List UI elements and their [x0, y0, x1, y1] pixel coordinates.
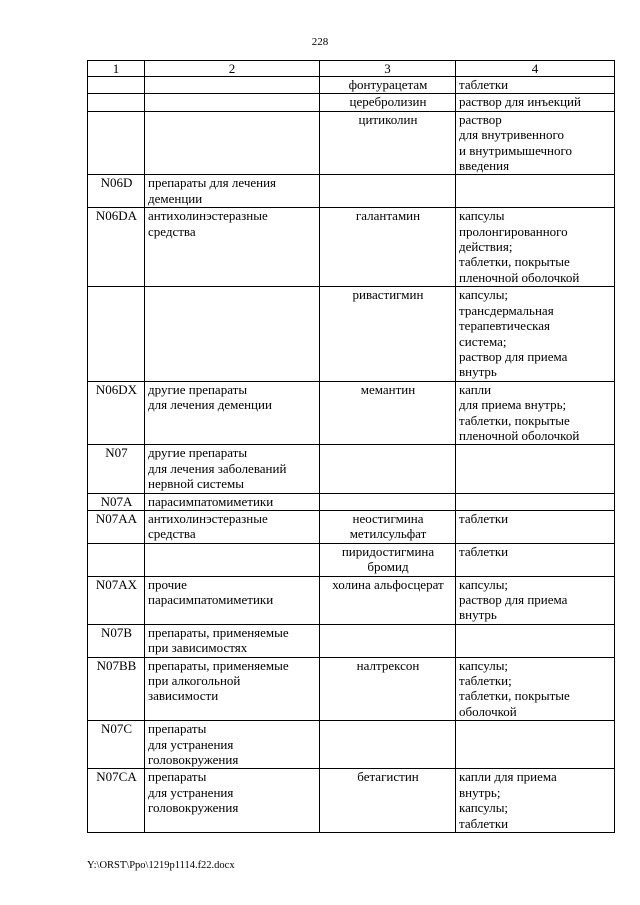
atc-code-cell: N06DA: [88, 208, 145, 287]
cell-text-line: антихолинэстеразные: [148, 208, 268, 224]
cell-text-line: другие препараты: [148, 381, 248, 397]
cell-text-line: таблетки: [459, 510, 509, 526]
drug-name-cell: [320, 287, 456, 381]
cell-text-line: препараты: [148, 721, 207, 737]
dosage-form-cell: [456, 543, 615, 576]
cell-text-line: раствор для приема: [459, 592, 568, 607]
table-row: [88, 510, 615, 543]
drug-name-cell: [320, 510, 456, 543]
table-row: [88, 543, 615, 576]
cell-text-line: таблетки: [459, 815, 509, 831]
group-name-cell: [145, 175, 320, 208]
cell-text-line: действия;: [459, 239, 513, 255]
cell-text-line: введения: [459, 158, 510, 174]
table-row: [88, 208, 615, 287]
drug-name-cell: [320, 77, 456, 94]
dosage-form-cell: [456, 721, 615, 769]
cell-text-line: парасимпатомиметики: [148, 592, 274, 607]
group-name-cell: [145, 94, 320, 111]
cell-text-line: система;: [459, 333, 507, 349]
atc-code-cell: N06DX: [88, 381, 145, 445]
dosage-form-cell: [456, 445, 615, 493]
cell-text-line: для внутривенного: [459, 127, 564, 143]
group-name-cell: [145, 657, 320, 721]
cell-text-line: таблетки: [459, 77, 509, 92]
cell-text-line: для устранения: [148, 784, 234, 800]
table-header-row: [88, 61, 615, 77]
cell-text-line: парасимпатомиметики: [148, 493, 274, 509]
cell-text-line: бромид: [367, 559, 409, 575]
group-name-cell: [145, 381, 320, 445]
column-header-1: 1: [88, 61, 145, 77]
drug-table: [87, 60, 615, 833]
atc-code-cell: N07AX: [88, 576, 145, 624]
cell-text-line: таблетки;: [459, 673, 512, 689]
drug-name-cell: [320, 493, 456, 510]
table-row: [88, 721, 615, 769]
cell-text-line: пленочной оболочкой: [459, 427, 580, 443]
dosage-form-cell: [456, 77, 615, 94]
table-row: [88, 111, 615, 175]
cell-text-line: галантамин: [355, 208, 421, 224]
cell-text-line: при зависимостях: [148, 640, 248, 656]
dosage-form-cell: [456, 576, 615, 624]
column-header-4: 4: [456, 61, 615, 77]
cell-text-line: метилсульфат: [349, 526, 427, 542]
cell-text-line: капсулы;: [459, 657, 509, 673]
table-row: [88, 769, 615, 833]
dosage-form-cell: [456, 287, 615, 381]
cell-text-line: неостигмина: [352, 510, 424, 526]
table-row: [88, 287, 615, 381]
table-body: [88, 77, 615, 833]
drug-name-cell: [320, 576, 456, 624]
cell-text-line: капли: [459, 381, 492, 397]
cell-text-line: бетагистин: [357, 769, 419, 785]
dosage-form-cell: [456, 381, 615, 445]
group-name-cell: [145, 769, 320, 833]
drug-name-cell: [320, 543, 456, 576]
cell-text-line: трансдермальная: [459, 302, 554, 318]
cell-text-line: капсулы;: [459, 287, 509, 303]
table-row: [88, 624, 615, 657]
cell-text-line: холина альфосцерат: [332, 576, 444, 592]
atc-code-cell: N06D: [88, 175, 145, 208]
cell-text-line: препараты, применяемые: [148, 657, 289, 673]
cell-text-line: капсулы: [459, 208, 505, 224]
atc-code-cell: [88, 94, 145, 111]
atc-code-cell: N07A: [88, 493, 145, 510]
cell-text-line: таблетки, покрытые: [459, 688, 570, 704]
cell-text-line: внутрь;: [459, 784, 501, 800]
cell-text-line: раствор: [459, 111, 502, 127]
cell-text-line: внутрь: [459, 607, 497, 623]
cell-text-line: раствор для приема: [459, 348, 568, 364]
table-row: [88, 493, 615, 510]
cell-text-line: церебролизин: [349, 94, 427, 110]
cell-text-line: внутрь: [459, 364, 497, 380]
atc-code-cell: N07AA: [88, 510, 145, 543]
table-row: [88, 657, 615, 721]
cell-text-line: капли для приема: [459, 769, 557, 785]
atc-code-cell: [88, 77, 145, 94]
cell-text-line: пролонгированного: [459, 223, 568, 239]
group-name-cell: [145, 721, 320, 769]
cell-text-line: прочие: [148, 576, 187, 592]
table-row: [88, 77, 615, 94]
cell-text-line: головокружения: [148, 752, 239, 768]
group-name-cell: [145, 510, 320, 543]
cell-text-line: налтрексон: [356, 657, 420, 673]
atc-code-cell: N07B: [88, 624, 145, 657]
cell-text-line: нервной системы: [148, 476, 244, 492]
cell-text-line: капсулы;: [459, 800, 509, 816]
cell-text-line: средства: [148, 223, 196, 239]
cell-text-line: терапевтическая: [459, 318, 550, 334]
group-name-cell: [145, 624, 320, 657]
cell-text-line: другие препараты: [148, 445, 248, 461]
cell-text-line: препараты для лечения: [148, 175, 277, 191]
atc-code-cell: N07CA: [88, 769, 145, 833]
table-row: [88, 381, 615, 445]
cell-text-line: головокружения: [148, 800, 239, 816]
drug-name-cell: [320, 111, 456, 175]
cell-text-line: для приема внутрь;: [459, 397, 567, 413]
dosage-form-cell: [456, 111, 615, 175]
cell-text-line: фонтурацетам: [348, 77, 428, 92]
cell-text-line: пиридостигмина: [341, 543, 435, 559]
column-header-3: 3: [320, 61, 456, 77]
group-name-cell: [145, 493, 320, 510]
atc-code-cell: N07BB: [88, 657, 145, 721]
table-row: [88, 445, 615, 493]
dosage-form-cell: [456, 510, 615, 543]
atc-code-cell: [88, 543, 145, 576]
cell-text-line: оболочкой: [459, 703, 517, 719]
dosage-form-cell: [456, 624, 615, 657]
cell-text-line: антихолинэстеразные: [148, 510, 268, 526]
cell-text-line: зависимости: [148, 688, 219, 704]
cell-text-line: для устранения: [148, 736, 234, 752]
dosage-form-cell: [456, 94, 615, 111]
atc-code-cell: [88, 111, 145, 175]
atc-code-cell: N07: [88, 445, 145, 493]
group-name-cell: [145, 543, 320, 576]
page-number: 228: [311, 36, 329, 48]
table-row: [88, 175, 615, 208]
cell-text-line: и внутримышечного: [459, 142, 573, 158]
table-row: [88, 94, 615, 111]
table-row: [88, 576, 615, 624]
dosage-form-cell: [456, 493, 615, 510]
drug-name-cell: [320, 175, 456, 208]
atc-code-cell: N07C: [88, 721, 145, 769]
dosage-form-cell: [456, 175, 615, 208]
cell-text-line: при алкогольной: [148, 673, 241, 689]
cell-text-line: пленочной оболочкой: [459, 269, 580, 285]
column-header-2: 2: [145, 61, 320, 77]
cell-text-line: таблетки: [459, 543, 509, 559]
dosage-form-cell: [456, 769, 615, 833]
cell-text-line: препараты: [148, 769, 207, 785]
dosage-form-cell: [456, 208, 615, 287]
cell-text-line: препараты, применяемые: [148, 624, 289, 640]
cell-text-line: для лечения деменции: [148, 397, 272, 413]
dosage-form-cell: [456, 657, 615, 721]
cell-text-line: ривастигмин: [352, 287, 424, 303]
drug-name-cell: [320, 208, 456, 287]
cell-text-line: таблетки, покрытые: [459, 254, 570, 270]
group-name-cell: [145, 77, 320, 94]
group-name-cell: [145, 287, 320, 381]
cell-text-line: капсулы;: [459, 576, 509, 592]
cell-text-line: таблетки, покрытые: [459, 412, 570, 428]
drug-name-cell: [320, 624, 456, 657]
drug-name-cell: [320, 657, 456, 721]
cell-text-line: мемантин: [360, 381, 416, 397]
cell-text-line: средства: [148, 526, 196, 542]
group-name-cell: [145, 111, 320, 175]
cell-text-line: цитиколин: [358, 111, 418, 127]
drug-name-cell: [320, 445, 456, 493]
cell-text-line: раствор для инъекций: [459, 94, 581, 110]
atc-code-cell: [88, 287, 145, 381]
footer-file-path: Y:\ORST\Ppo\1219p1114.f22.docx: [87, 860, 235, 871]
drug-name-cell: [320, 721, 456, 769]
group-name-cell: [145, 576, 320, 624]
drug-name-cell: [320, 381, 456, 445]
group-name-cell: [145, 208, 320, 287]
cell-text-line: деменции: [148, 190, 203, 206]
drug-name-cell: [320, 769, 456, 833]
group-name-cell: [145, 445, 320, 493]
drug-name-cell: [320, 94, 456, 111]
cell-text-line: для лечения заболеваний: [148, 460, 287, 476]
